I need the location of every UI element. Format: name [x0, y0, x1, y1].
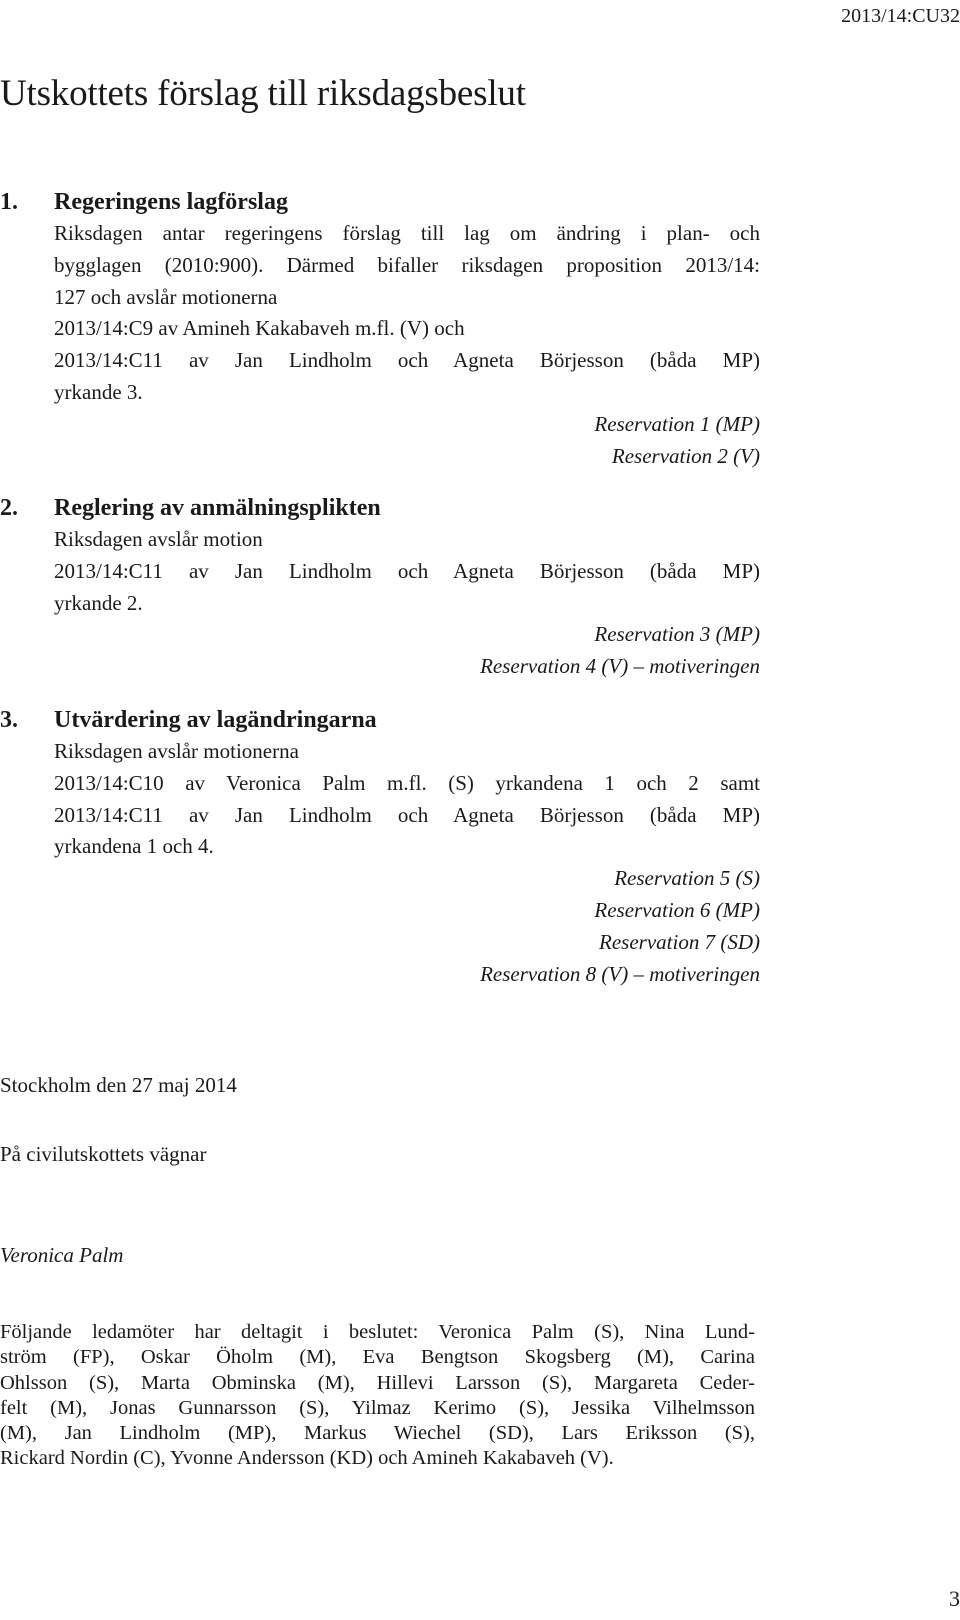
page-number: 3	[949, 1586, 960, 1611]
signature: Veronica Palm	[0, 1243, 124, 1267]
on-behalf-line: På civilutskottets vägnar	[0, 1142, 207, 1166]
body-line: Riksdagen avslår motion	[54, 527, 263, 551]
participants-line: (M), Jan Lindholm (MP), Markus Wiechel (SD), Lars Eriksson (S),	[0, 1422, 755, 1445]
place-date: Stockholm den 27 maj 2014	[0, 1073, 237, 1097]
body-line: yrkande 3.	[54, 379, 143, 404]
proposal-section-1	[0, 186, 760, 472]
body-line: 2013/14:C11 av Jan Lindholm och Agneta Börjesson (båda MP)	[54, 558, 760, 583]
section-heading	[0, 186, 760, 218]
section-title: Regeringens lagförslag	[54, 189, 288, 215]
reservation-item: Reservation 6 (MP)	[594, 897, 760, 922]
reservation-item: Reservation 4 (V) – motiveringen	[480, 654, 760, 679]
participants-line: Ohlsson (S), Marta Obminska (M), Hillevi Larsson (S), Margareta Ceder-	[0, 1371, 755, 1394]
reservation-list	[0, 619, 760, 683]
participants-line: Följande ledamöter har deltagit i beslutet: Veronica Palm (S), Nina Lund-	[0, 1321, 755, 1343]
section-heading	[0, 704, 760, 736]
reservation-item: Reservation 2 (V)	[611, 443, 760, 468]
participants-line: Rickard Nordin (C), Yvonne Andersson (KD) och Amineh Kakabaveh (V).	[0, 1447, 614, 1470]
reservation-item: Reservation 3 (MP)	[594, 622, 760, 647]
section-heading	[0, 492, 760, 524]
section-title: Reglering av anmälningsplikten	[54, 495, 381, 521]
body-line: 2013/14:C11 av Jan Lindholm och Agneta Börjesson (båda MP)	[54, 348, 760, 373]
section-number: 2.	[0, 495, 18, 521]
body-line: 2013/14:C9 av Amineh Kakabaveh m.fl. (V) och	[54, 316, 465, 341]
body-line: Riksdagen antar regeringens förslag till lag om ändring i plan- och	[54, 221, 760, 245]
body-line: Riksdagen avslår motionerna	[54, 739, 299, 763]
proposal-section-3	[0, 704, 760, 990]
body-line: 2013/14:C10 av Veronica Palm m.fl. (S) yrkandena 1 och 2 samt	[54, 770, 760, 795]
body-line: yrkandena 1 och 4.	[54, 834, 214, 859]
reservation-item: Reservation 5 (S)	[614, 866, 760, 891]
section-number: 1.	[0, 189, 18, 215]
reservation-item: Reservation 1 (MP)	[594, 411, 760, 436]
section-body	[0, 736, 760, 863]
body-line: yrkande 2.	[54, 590, 143, 615]
reservation-item: Reservation 7 (SD)	[599, 929, 760, 954]
page-title: Utskottets förslag till riksdagsbeslut	[0, 73, 526, 114]
reservation-list	[0, 863, 760, 990]
body-line: bygglagen (2010:900). Därmed bifaller riksdagen proposition 2013/14:	[54, 252, 760, 277]
section-body	[0, 218, 760, 409]
reservation-item: Reservation 8 (V) – motiveringen	[480, 961, 760, 986]
reservation-list	[0, 409, 760, 473]
section-number: 3.	[0, 707, 18, 733]
document-id: 2013/14:CU32	[841, 5, 960, 27]
participants-line: felt (M), Jonas Gunnarsson (S), Yilmaz Kerimo (S), Jessika Vilhelmsson	[0, 1396, 755, 1419]
proposal-section-2	[0, 492, 760, 683]
section-body	[0, 524, 760, 619]
section-title: Utvärdering av lagändringarna	[54, 707, 377, 733]
body-line: 127 och avslår motionerna	[54, 284, 278, 309]
body-line: 2013/14:C11 av Jan Lindholm och Agneta Börjesson (båda MP)	[54, 802, 760, 827]
participants-line: ström (FP), Oskar Öholm (M), Eva Bengtson Skogsberg (M), Carina	[0, 1346, 755, 1369]
participants-paragraph	[0, 1320, 755, 1472]
